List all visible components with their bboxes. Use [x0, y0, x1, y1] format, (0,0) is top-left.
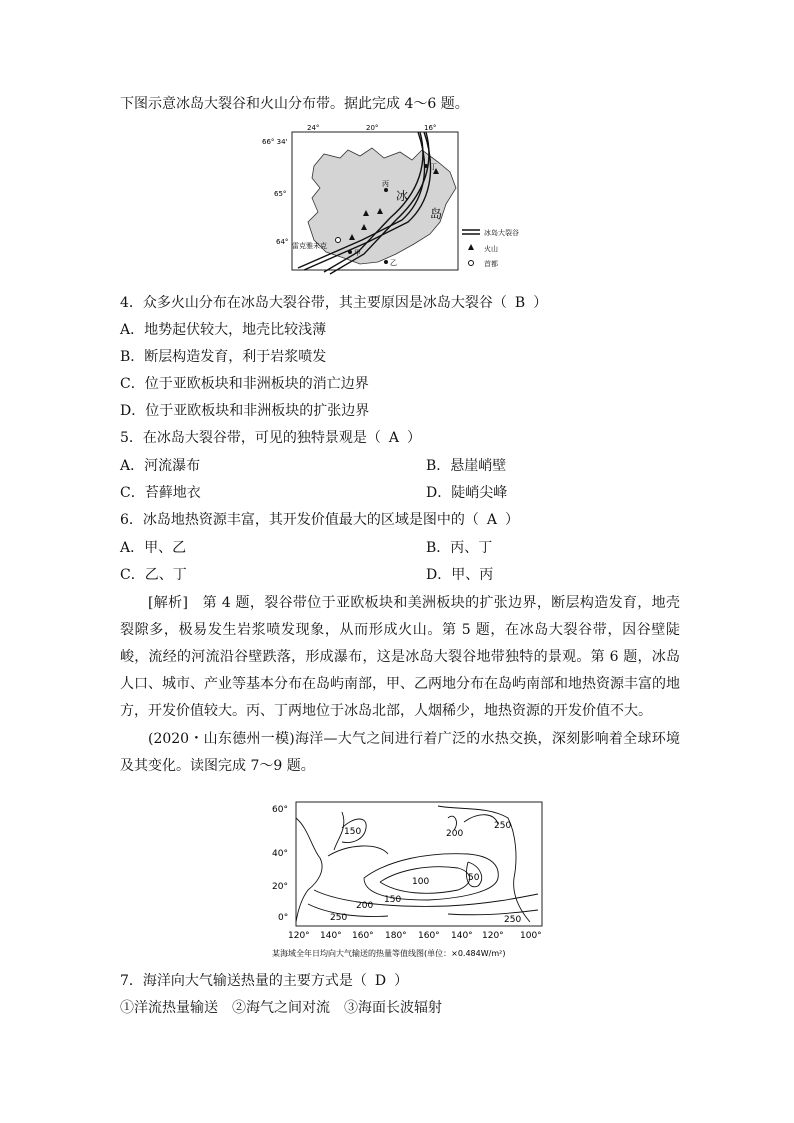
answer: B: [514, 295, 526, 311]
legend-label: 首都: [484, 260, 498, 268]
answer: A: [388, 430, 400, 446]
intro-text-2: (2020・山东德州一模)海洋—大气之间进行着广泛的水热交换，深刻影响着全球环境及其变化。读图完成 7～9 题。: [120, 731, 680, 774]
legend-label: 火山: [484, 245, 498, 253]
place-label: 乙: [390, 259, 397, 267]
svg-text:250: 250: [330, 913, 348, 923]
option: A．河流瀑布: [120, 458, 201, 474]
question-stem: 7．海洋向大气输送热量的主要方式是（: [120, 973, 367, 989]
svg-text:160°: 160°: [418, 931, 440, 941]
svg-text:250: 250: [494, 821, 512, 831]
place-label: 丁: [430, 163, 437, 171]
bracket: ）: [407, 430, 422, 446]
lon-label: 16°: [424, 124, 437, 132]
question-7-statements: ①洋流热量输送 ②海气之间对流 ③海面长波辐射: [120, 1000, 442, 1016]
legend-label: 冰岛大裂谷: [484, 229, 519, 237]
option: C．位于亚欧板块和非洲板块的消亡边界: [120, 376, 369, 392]
answer: A: [486, 512, 498, 528]
legend: [462, 228, 519, 268]
svg-text:150: 150: [384, 895, 402, 905]
option: C．乙、丁: [120, 567, 187, 583]
place-label: 丙: [382, 180, 389, 188]
lat-label: 40°: [272, 849, 288, 859]
lat-label: 65°: [274, 190, 287, 198]
lat-label: 66° 34': [262, 138, 288, 146]
svg-text:160°: 160°: [352, 931, 374, 941]
island-label: 岛: [430, 207, 443, 221]
svg-text:100: 100: [412, 877, 430, 887]
lon-label: 24°: [307, 124, 320, 132]
lat-label: 60°: [272, 805, 288, 815]
bracket: ）: [394, 973, 409, 989]
svg-text:140°: 140°: [451, 931, 473, 941]
capital-marker: [336, 238, 341, 243]
question-4: [120, 293, 547, 313]
question-stem: 6．冰岛地热资源丰富，其开发价值最大的区域是图中的（: [120, 512, 479, 528]
svg-text:120°: 120°: [482, 931, 504, 941]
bracket: ）: [533, 295, 548, 311]
analysis-paragraph: [解析] 第 4 题，裂谷带位于亚欧板块和美洲板块的扩张边界，断层构造发育，地壳裂隙多，极易发生岩浆喷发现象，从而形成火山。第 5 题，在冰岛大裂谷带，因谷壁陡峻，流经的河流沿谷壁跌落，形成瀑布，这是冰岛大裂谷地带独特的景观。第 6 题，冰岛人口、城市、产业等基本分布在岛屿南部，甲、乙两地分布在岛屿南部和地热资源丰富的地方，开发价值较大。丙、丁两地位于冰岛北部，人烟稀少，地热资源的开发价值不大。: [120, 595, 680, 719]
question-6: [120, 510, 519, 530]
option: D．甲、丙: [426, 567, 494, 583]
svg-text:150: 150: [344, 827, 362, 837]
question-5: [120, 428, 421, 448]
lon-labels: [288, 931, 542, 941]
lon-label: 20°: [366, 124, 379, 132]
lat-label: 0°: [278, 913, 289, 923]
bracket: ）: [505, 512, 520, 528]
intro-text: 下图示意冰岛大裂谷和火山分布带。据此完成 4～6 题。: [120, 96, 469, 112]
question-stem: 5．在冰岛大裂谷带，可见的独特景观是（: [120, 430, 381, 446]
svg-text:100°: 100°: [520, 931, 542, 941]
svg-text:140°: 140°: [320, 931, 342, 941]
option: B．悬崖峭壁: [426, 458, 507, 474]
option: A．地势起伏较大，地壳比较浅薄: [120, 322, 327, 338]
lat-label: 20°: [272, 882, 288, 892]
option: C．苔藓地衣: [120, 485, 201, 501]
option: D．陡峭尖峰: [426, 485, 508, 501]
svg-text:200: 200: [356, 901, 374, 911]
answer: D: [374, 973, 387, 989]
option: B．丙、丁: [426, 540, 493, 556]
lat-label: 64°: [276, 238, 289, 246]
option: D．位于亚欧板块和非洲板块的扩张边界: [120, 403, 370, 419]
place-label: 甲: [354, 249, 361, 257]
contour-labels: [330, 821, 521, 925]
svg-text:120°: 120°: [288, 931, 310, 941]
heat-flux-map: [268, 798, 550, 962]
option: A．甲、乙: [120, 540, 187, 556]
map-caption: 某海域全年日均向大气输送的热量等值线图(单位：×0.484W/m²): [272, 949, 506, 958]
question-stem: 4．众多火山分布在冰岛大裂谷带，其主要原因是冰岛大裂谷（: [120, 295, 507, 311]
island-label: 冰: [396, 189, 409, 203]
svg-text:250: 250: [504, 915, 522, 925]
iceland-map: [262, 122, 530, 276]
question-7: [120, 971, 408, 991]
option: B．断层构造发育，利于岩浆喷发: [120, 349, 327, 365]
svg-text:200: 200: [446, 829, 464, 839]
capital-label: 雷克雅未克: [292, 242, 327, 250]
svg-text:50: 50: [468, 873, 480, 883]
svg-text:180°: 180°: [385, 931, 407, 941]
